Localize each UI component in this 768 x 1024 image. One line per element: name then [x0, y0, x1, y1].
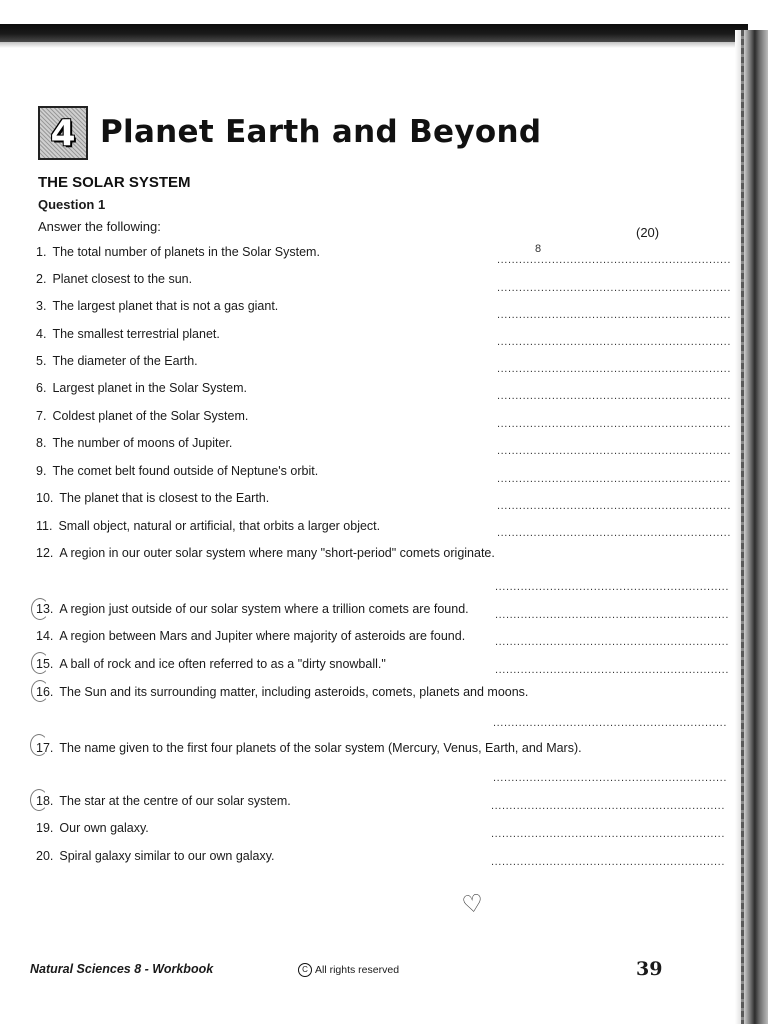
question-text: The smallest terrestrial planet. — [52, 327, 220, 341]
question-marks: (20) — [636, 225, 660, 240]
question-number: 4. — [36, 327, 47, 341]
chapter-number: 4 — [50, 112, 76, 154]
question-text: The Sun and its surrounding matter, including asteroids, comets, planets and moons. — [59, 685, 529, 699]
question-text: The comet belt found outside of Neptune's orbit. — [52, 464, 319, 478]
question-text: The largest planet that is not a gas giant. — [52, 299, 279, 313]
question-number: 17. — [36, 741, 54, 755]
question-row — [36, 381, 247, 395]
question-text: Small object, natural or artificial, that orbits a larger object. — [58, 519, 381, 533]
question-number: 11. — [36, 519, 53, 533]
answer-line[interactable]: ................................................................ — [497, 500, 731, 512]
question-number: 20. — [36, 849, 54, 863]
question-title: Question 1 — [38, 197, 106, 212]
question-row — [36, 436, 232, 450]
question-row — [36, 464, 318, 478]
question-text: The diameter of the Earth. — [52, 354, 198, 368]
scan-binding-texture — [741, 30, 744, 1024]
question-number: 13. — [36, 602, 54, 616]
answer-line[interactable]: ................................................................ — [497, 473, 731, 485]
question-row — [36, 272, 192, 286]
answer-line[interactable]: ................................................................ — [497, 363, 731, 375]
question-number: 14. — [36, 629, 54, 643]
question-number: 1. — [36, 245, 47, 259]
scan-binding-edge — [735, 30, 768, 1024]
question-number: 12. — [36, 546, 54, 560]
question-row — [36, 685, 528, 699]
answer-line[interactable]: ................................................................ — [491, 856, 725, 868]
copyright-icon: C — [298, 963, 312, 977]
question-row — [36, 491, 269, 505]
question-text: The planet that is closest to the Earth. — [59, 491, 270, 505]
answer-line[interactable]: ................................................................ — [497, 418, 731, 430]
question-row — [36, 741, 582, 755]
answer-line[interactable]: ................................................................ — [495, 664, 729, 676]
answer-line[interactable]: ................................................................ — [495, 636, 729, 648]
answer-line[interactable]: ................................................................ — [491, 800, 725, 812]
question-number: 3. — [36, 299, 47, 313]
question-text: Coldest planet of the Solar System. — [52, 409, 249, 423]
question-number: 18. — [36, 794, 54, 808]
question-row — [36, 629, 465, 643]
section-title: THE SOLAR SYSTEM — [38, 174, 191, 191]
heart-doodle-icon: ♡ — [460, 889, 486, 920]
copyright-notice — [298, 963, 399, 977]
question-number: 6. — [36, 381, 47, 395]
answer-line[interactable]: ................................................................ — [495, 581, 729, 593]
question-row — [36, 245, 320, 259]
answer-line[interactable]: ................................................................ — [497, 254, 731, 266]
question-row — [36, 519, 380, 533]
workbook-title: Natural Sciences 8 - Workbook — [30, 962, 214, 976]
answer-line[interactable]: ................................................................ — [493, 772, 727, 784]
question-number: 2. — [36, 272, 47, 286]
answer-line[interactable]: ................................................................ — [491, 828, 725, 840]
chapter-number-box — [38, 106, 88, 160]
copyright-text: All rights reserved — [315, 963, 400, 976]
question-row — [36, 602, 469, 616]
question-text: Planet closest to the sun. — [52, 272, 193, 286]
question-text: The number of moons of Jupiter. — [52, 436, 233, 450]
question-text: The total number of planets in the Solar System. — [52, 245, 320, 259]
question-text: The name given to the first four planets of the solar system (Mercury, Venus, Earth, and Mars). — [59, 741, 582, 755]
question-text: Our own galaxy. — [59, 821, 149, 835]
answer-line[interactable]: ................................................................ — [493, 717, 727, 729]
answer-line[interactable]: ................................................................ — [497, 527, 731, 539]
question-number: 7. — [36, 409, 47, 423]
question-number: 19. — [36, 821, 54, 835]
question-text: Largest planet in the Solar System. — [52, 381, 247, 395]
question-text: A ball of rock and ice often referred to as a "dirty snowball." — [59, 657, 386, 671]
answer-line[interactable]: ................................................................ — [495, 609, 729, 621]
question-row — [36, 849, 275, 863]
page-number: 39 — [636, 958, 663, 980]
question-row — [36, 546, 495, 560]
question-number: 9. — [36, 464, 47, 478]
question-instruction: Answer the following: — [38, 219, 161, 234]
question-number: 16. — [36, 685, 54, 699]
answer-line[interactable]: ................................................................ — [497, 390, 731, 402]
chapter-title: Planet Earth and Beyond — [100, 114, 542, 150]
question-text: A region between Mars and Jupiter where majority of asteroids are found. — [59, 629, 466, 643]
question-row — [36, 409, 248, 423]
question-text: A region just outside of our solar system where a trillion comets are found. — [59, 602, 469, 616]
question-text: Spiral galaxy similar to our own galaxy. — [59, 849, 275, 863]
question-row — [36, 821, 149, 835]
question-row — [36, 657, 386, 671]
question-text: A region in our outer solar system where many "short-period" comets originate. — [59, 546, 495, 560]
question-text: The star at the centre of our solar system. — [59, 794, 291, 808]
answer-line[interactable]: ................................................................ — [497, 445, 731, 457]
answer-line[interactable]: ................................................................ — [497, 309, 731, 321]
question-row — [36, 354, 198, 368]
question-number: 15. — [36, 657, 54, 671]
question-row — [36, 299, 278, 313]
question-number: 5. — [36, 354, 47, 368]
handwritten-answer: 8 — [535, 243, 542, 255]
scan-top-shadow — [0, 24, 748, 42]
answer-line[interactable]: ................................................................ — [497, 336, 731, 348]
answer-line[interactable]: ................................................................ — [497, 282, 731, 294]
question-number: 10. — [36, 491, 54, 505]
question-row — [36, 794, 291, 808]
question-number: 8. — [36, 436, 47, 450]
scan-top-fade — [0, 42, 748, 48]
question-row — [36, 327, 220, 341]
